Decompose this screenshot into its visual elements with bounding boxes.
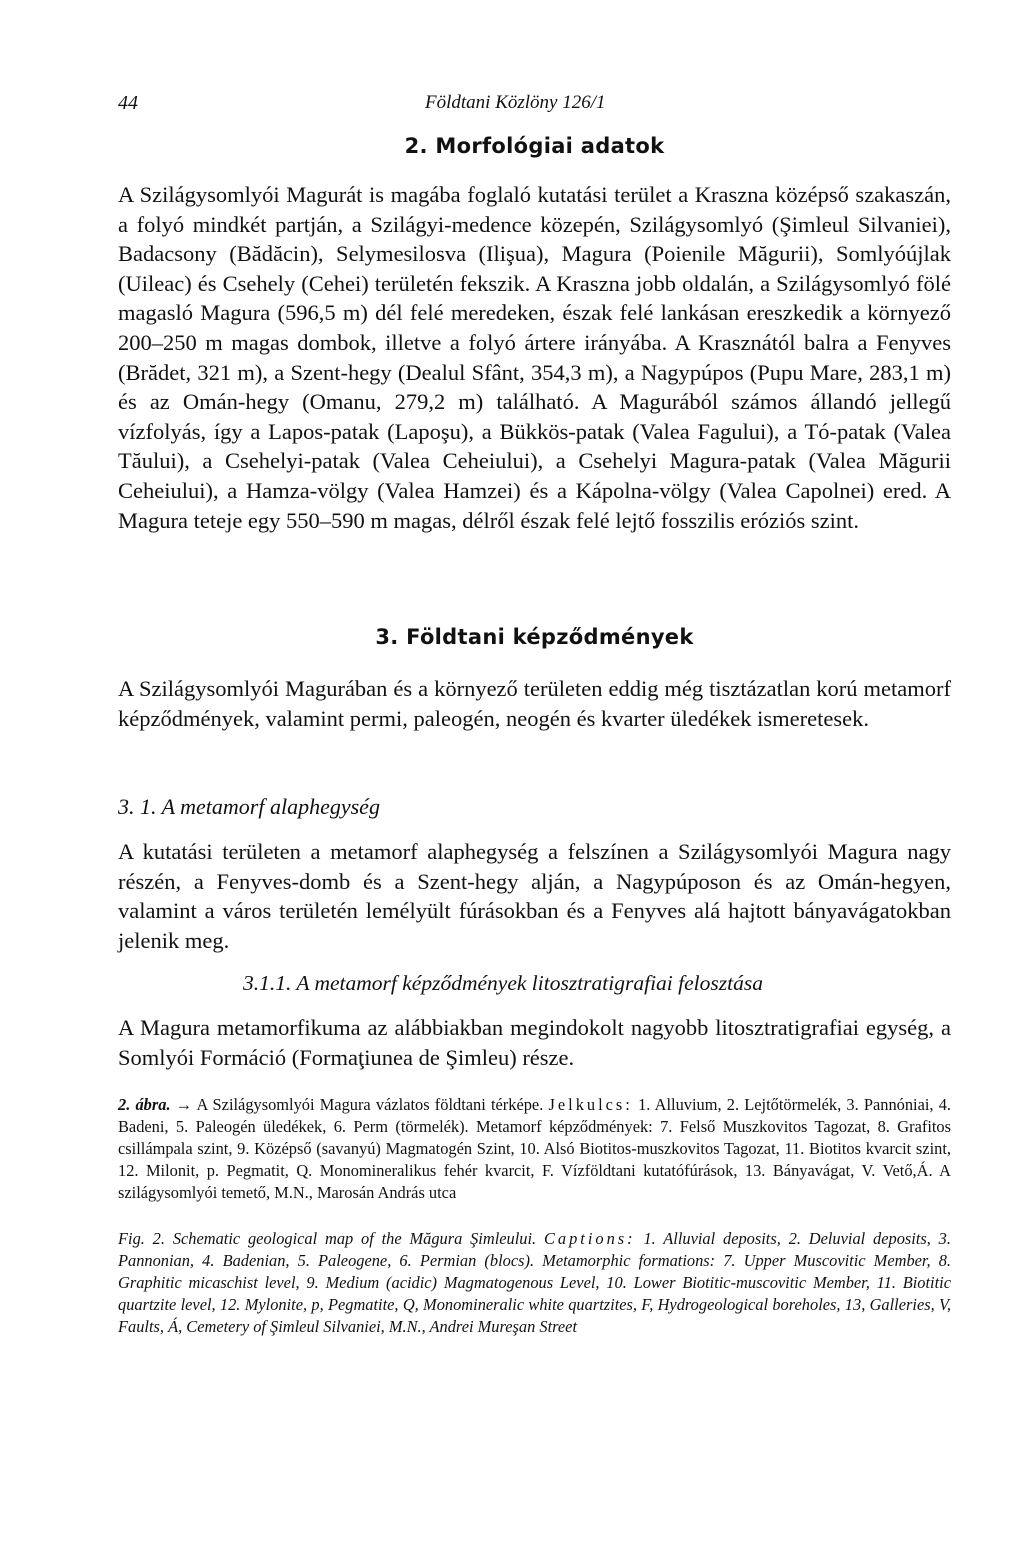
figure-caption-english bbox=[118, 1228, 951, 1338]
figure-label: 2. ábra. bbox=[118, 1095, 171, 1114]
figure-title: A Szilágysomlyói Magura vázlatos földtani térképe. bbox=[196, 1095, 544, 1114]
figure-caption-hungarian bbox=[118, 1094, 951, 1204]
section-heading-geology: 3. Földtani képződmények bbox=[375, 625, 694, 649]
section-heading-morphology: 2. Morfológiai adatok bbox=[404, 134, 665, 158]
paragraph-metamorphic-basement: A kutatási területen a metamorf alaphegység a felszínen a Szilágysomlyói Magura nagy részén, a Fenyves-domb és a Szent-hegy alján, a Nagypúposon és az Omán-hegyen, valamint a város területén lemélyült fúrásokban és a Fenyves alá hajtott bányavágatokban jelenik meg. bbox=[118, 839, 951, 953]
paragraph-morphology: A Szilágysomlyói Magurát is magába foglaló kutatási terület a Kraszna középső szakaszán, a folyó mindkét partján, a Szilágyi-medence közepén, Szilágysomlyó (Şimleul Silvaniei), Badacsony (Bădăcin), Selymesilosva (Ilişua), Magura (Poienile Măgurii), Somlyóújlak (Uileac) és Csehely (Cehei) területén fekszik. A Kraszna jobb oldalán, a Szilágysomlyó fölé magasló Magura (596,5 m) dél felé meredeken, észak felé lankásan ereszkedik a környező 200–250 m magas dombok, illetve a folyó ártere irányába. A Krasznától balra a Fenyves (Brădet, 321 m), a Szent-hegy (Dealul Sfânt, 354,3 m), a Nagypúpos (Pupu Mare, 283,1 m) és az Omán-hegy (Omanu, 279,2 m) található. A Magurából számos állandó jellegű vízfolyás, így a Lapos-patak (Lapoşu), a Bükkös-patak (Valea Fagului), a Tó-patak (Valea Tăului), a Csehelyi-patak (Valea Ceheiului), a Csehelyi Magura-patak (Valea Măgurii Ceheiului), a Hamza-völgy (Valea Hamzei) és a Kápolna-völgy (Valea Capolnei) ered. A Magura teteje egy 550–590 m magas, délről észak felé lejtő fosszilis eróziós szint. bbox=[118, 182, 951, 533]
arrow-icon: → bbox=[175, 1095, 193, 1114]
running-head bbox=[118, 92, 951, 116]
legend-text: 1. Alluvium, 2. Lejtőtörmelék, 3. Pannóniai, 4. Badeni, 5. Paleogén üledékek, 6. Perm (törmelék). Metamorf képződmények: 7. Felső Muszkovitos Tagozat, 8. Grafitos csillámpala szint, 9. Középső (savanyú) Magmatogén Szint, 10. Alsó Biotitos-muszkovitos Tagozat, 11. Biotitos kvarcit szint, 12. Milonit, p. Pegmatit, Q. Monomineralikus fehér kvarcit, F. Vízföldtani kutatófúrások, 13. Bányavágat, V. Vető,Á. A szilágysomlyói temető, M.N., Marosán András utca bbox=[118, 1095, 951, 1202]
journal-title: Földtani Közlöny 126/1 bbox=[425, 92, 606, 113]
paragraph-lithostratigraphy: A Magura metamorfikuma az alábbiakban megindokolt nagyobb litosztratigrafiai egység, a Somlyói Formáció (Formaţiunea de Şimleu) része. bbox=[118, 1015, 951, 1070]
page-number: 44 bbox=[118, 92, 138, 114]
legend-text-en: 1. Alluvial deposits, 2. Deluvial deposits, 3. Pannonian, 4. Badenian, 5. Paleogene, 6. Permian (blocs). Metamorphic formations: 7. Upper Muscovitic Member, 8. Graphitic micaschist level, 9. Medium (acidic) Magmatogenous Level, 10. Lower Biotitic-muscovitic Member, 11. Biotitic quartzite level, 12. Mylonite, p, Pegmatite, Q, Monomineralic white quartzites, F, Hydrogeological boreholes, 13, Galleries, V, Faults, Á, Cemetery of Şimleul Silvaniei, M.N., Andrei Mureşan Street bbox=[118, 1229, 951, 1336]
legend-label: Jelkulcs: bbox=[548, 1095, 633, 1114]
paragraph-geology-intro: A Szilágysomlyói Magurában és a környező területen eddig még tisztázatlan korú metamorf képződmények, valamint permi, paleogén, neogén és kvarter üledékek ismeretesek. bbox=[118, 676, 951, 731]
subsection-heading-metamorphic-basement: 3. 1. A metamorf alaphegység bbox=[118, 794, 380, 819]
legend-label-en: Captions: bbox=[543, 1229, 636, 1248]
figure-label-en: Fig. 2. bbox=[118, 1229, 165, 1248]
subsubsection-heading-lithostratigraphy: 3.1.1. A metamorf képződmények litosztratigrafiai felosztása bbox=[243, 971, 763, 995]
figure-title-en: Schematic geological map of the Măgura Şimleului. bbox=[172, 1229, 537, 1248]
